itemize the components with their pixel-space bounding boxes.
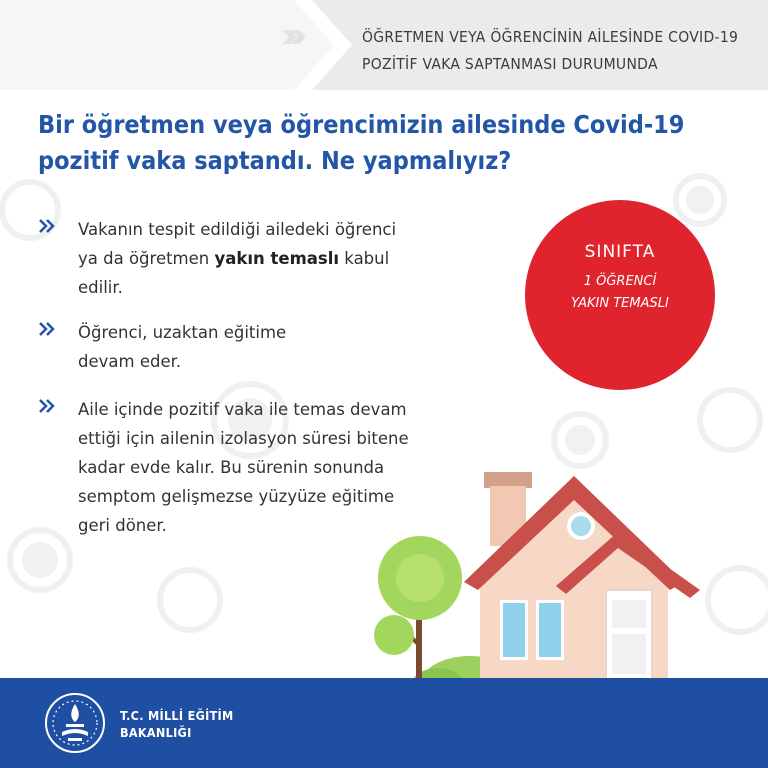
bullet-3-line-2: ettiği için ailenin izolasyon süresi bitene xyxy=(78,429,409,448)
bullet-1-bold: yakın temaslı xyxy=(214,249,340,268)
question-line-2: pozitif vaka saptandı. Ne yapmalıyız? xyxy=(38,146,512,175)
footer-bar xyxy=(0,678,768,768)
question-line-1: Bir öğretmen veya öğrencimizin ailesinde Covid-19 xyxy=(38,110,685,139)
ministry-name-line-1: T.C. MİLLİ EĞİTİM xyxy=(120,708,234,723)
badge-line-2: 1 ÖĞRENCİ xyxy=(583,274,657,289)
bullet-3-line-3: kadar evde kalır. Bu sürenin sonunda xyxy=(78,458,385,477)
bullet-3-line-4: semptom gelişmezse yüzyüze eğitime xyxy=(78,487,395,506)
bullet-1-line-3: edilir. xyxy=(78,278,123,297)
ministry-name-line-2: BAKANLIĞI xyxy=(120,725,192,740)
badge-line-1: SINIFTA xyxy=(584,242,656,262)
bullet-3-line-1: Aile içinde pozitif vaka ile temas devam xyxy=(78,400,407,419)
double-chevron-icon xyxy=(38,218,60,234)
badge-line-3: YAKIN TEMASLI xyxy=(571,296,669,311)
double-chevron-icon xyxy=(38,398,60,414)
header-title xyxy=(362,24,762,78)
header-line-2: POZİTİF VAKA SAPTANMASI DURUMUNDA xyxy=(362,55,658,73)
ministry-logo-icon xyxy=(44,692,106,754)
page-title xyxy=(38,107,685,179)
bullet-1-line-2: ya da öğretmen yakın temaslı kabul xyxy=(78,249,390,268)
house-illustration xyxy=(360,460,730,710)
bullet-1-line-1: Vakanın tespit edildiği ailedeki öğrenci xyxy=(78,220,397,239)
ministry-name xyxy=(120,707,234,741)
close-contact-badge xyxy=(525,200,715,390)
bullet-3-line-5: geri döner. xyxy=(78,516,167,535)
bullet-2-line-1: Öğrenci, uzaktan eğitime xyxy=(78,323,287,342)
header-line-1: ÖĞRETMEN VEYA ÖĞRENCİNİN AİLESİNDE COVID-19 xyxy=(362,28,739,46)
bullet-2-line-2: devam eder. xyxy=(78,352,182,371)
double-chevron-icon xyxy=(38,321,60,337)
